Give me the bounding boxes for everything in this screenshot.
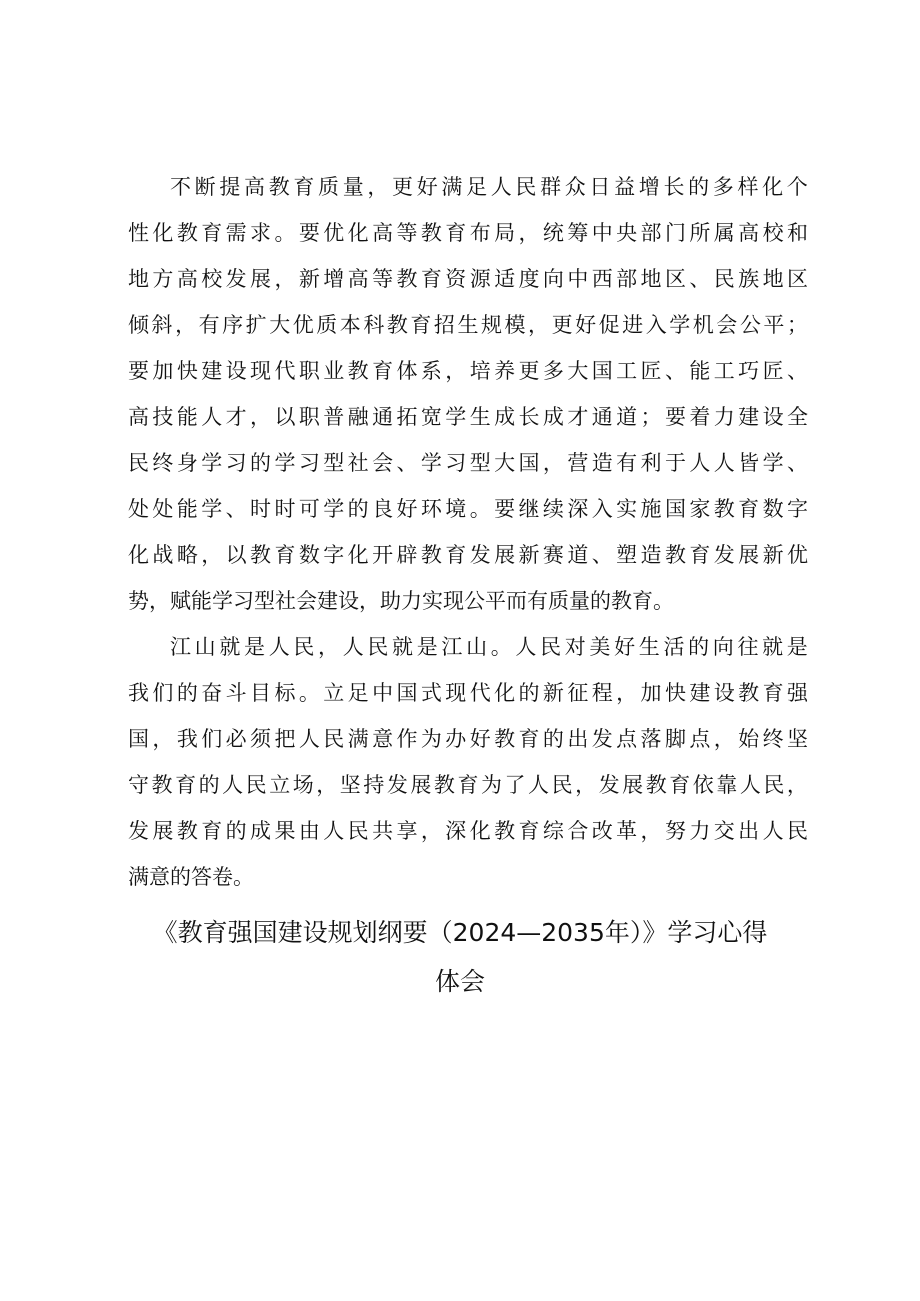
paragraph-1-line-4: 倾 斜 ， 有 序 扩 大 优 质 本 科 教 育 招 生 规 模 ， 更 好 促 进 入 学 机 会 公 平 ；	[128, 313, 808, 337]
paragraph-2-line-5: 发 展 教 育 的 成 果 由 人 民 共 享 ， 深 化 教 育 综 合 改 革 ， 努 力 交 出 人 民	[128, 819, 808, 843]
paragraph-2-line-3: 国 ， 我 们 必 须 把 人 民 满 意 作 为 办 好 教 育 的 出 发 点 落 脚 点 ， 始 终 坚	[128, 727, 808, 751]
paragraph-1-line-5: 要 加 快 建 设 现 代 职 业 教 育 体 系 ， 培 养 更 多 大 国 工 匠 、 能 工 巧 匠 、	[128, 359, 808, 383]
body-text	[128, 164, 808, 900]
paragraph-1-line-2: 性 化 教 育 需 求 。 要 优 化 高 等 教 育 布 局 ， 统 筹 中 央 部 门 所 属 高 校 和	[128, 221, 808, 245]
paragraph-1-line-6: 高 技 能 人 才 ， 以 职 普 融 通 拓 宽 学 生 成 长 成 才 通 道 ； 要 着 力 建 设 全	[128, 405, 808, 429]
paragraph-2-line-4: 守 教 育 的 人 民 立 场 ， 坚 持 发 展 教 育 为 了 人 民 ， 发 展 教 育 依 靠 人 民 ，	[128, 773, 808, 797]
paragraph-1-line-10: 势，赋能学习型社会建设，助力实现公平而有质量的教育。	[128, 589, 674, 613]
paragraph-2-line-6: 满意的答卷。	[128, 865, 254, 889]
document-title	[100, 908, 820, 1006]
paragraph-2-line-2: 我 们 的 奋 斗 目 标 。 立 足 中 国 式 现 代 化 的 新 征 程 ， 加 快 建 设 教 育 强	[128, 681, 808, 705]
paragraph-1-line-1: 不 断 提 高 教 育 质 量 ， 更 好 满 足 人 民 群 众 日 益 增 长 的 多 样 化 个	[170, 175, 808, 199]
paragraph-1-line-8: 处 处 能 学 、 时 时 可 学 的 良 好 环 境 。 要 继 续 深 入 实 施 国 家 教 育 数 字	[128, 497, 808, 521]
paragraph-2-line-1: 江 山 就 是 人 民 ， 人 民 就 是 江 山 。 人 民 对 美 好 生 活 的 向 往 就 是	[170, 635, 808, 659]
paragraph-1-line-9: 化 战 略 ， 以 教 育 数 字 化 开 辟 教 育 发 展 新 赛 道 、 塑 造 教 育 发 展 新 优	[128, 543, 808, 567]
paragraph-1-line-7: 民 终 身 学 习 的 学 习 型 社 会 、 学 习 型 大 国 ， 营 造 有 利 于 人 人 皆 学 、	[128, 451, 808, 475]
document-title-line-2: 体会	[434, 967, 485, 996]
paragraph-1-line-3: 地 方 高 校 发 展 ， 新 增 高 等 教 育 资 源 适 度 向 中 西 部 地 区 、 民 族 地 区	[128, 267, 808, 291]
document-title-line-1: 《教育强国建设规划纲要（2024—2035年）》学习心得	[152, 918, 768, 947]
